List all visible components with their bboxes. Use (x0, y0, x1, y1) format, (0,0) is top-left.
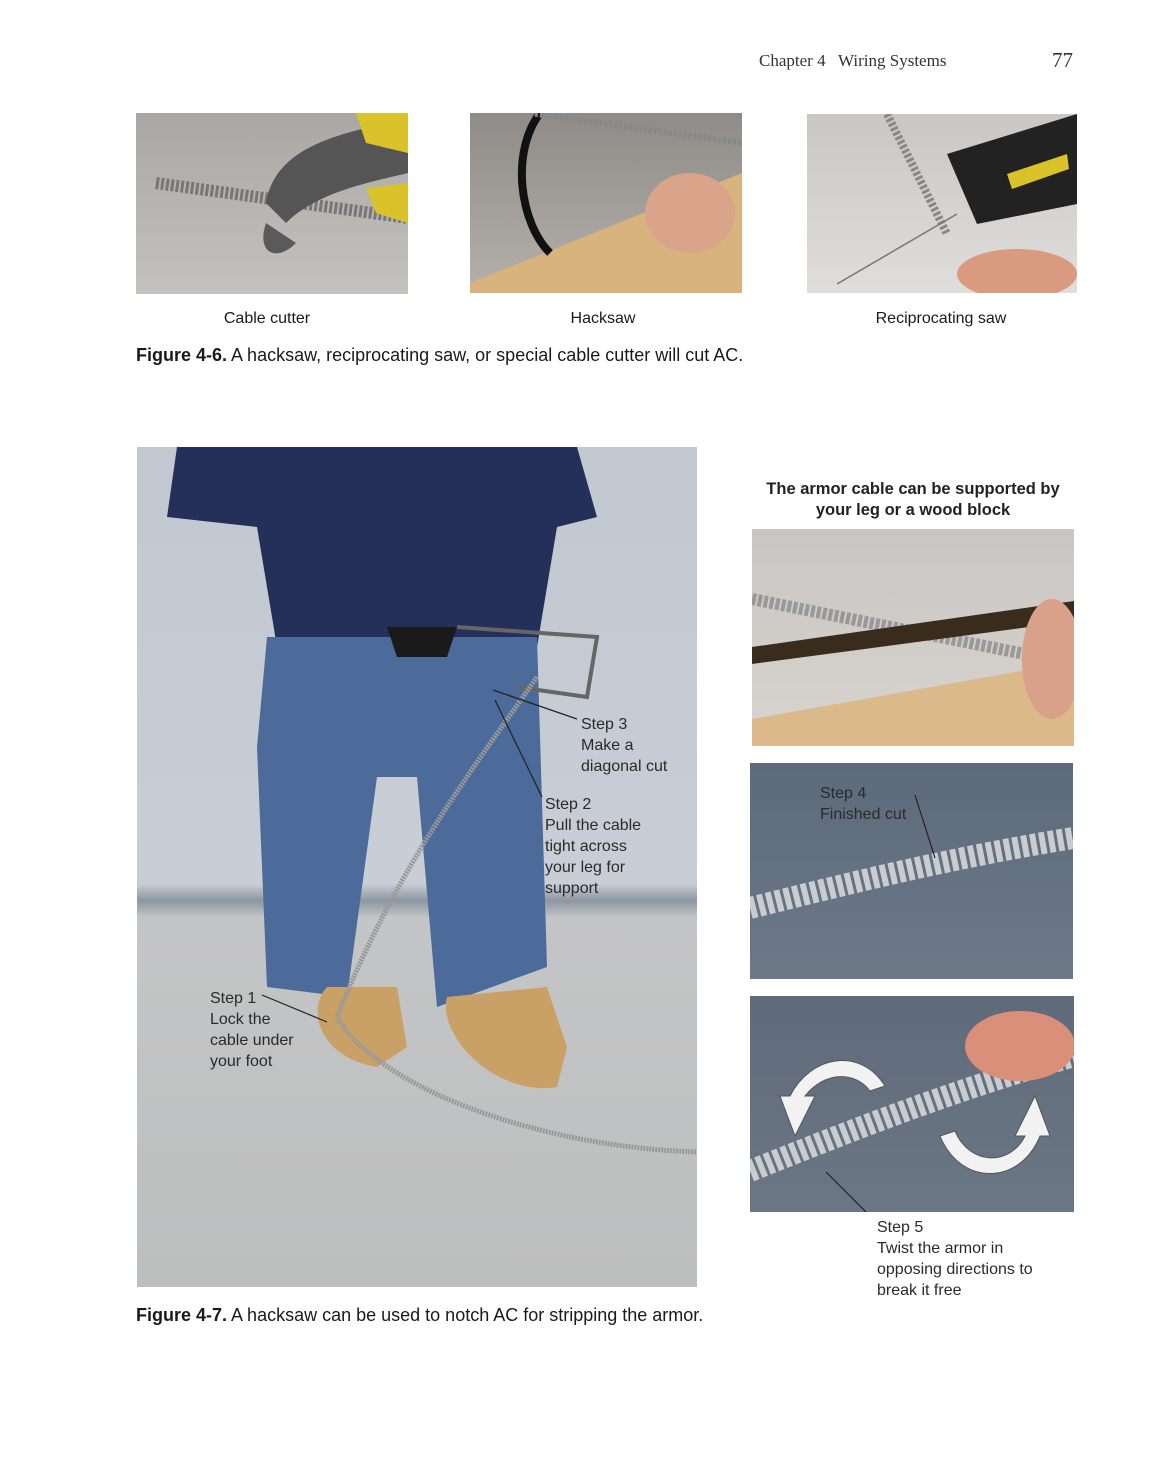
figure-caption-text: A hacksaw, reciprocating saw, or special cable cutter will cut AC. (231, 345, 744, 365)
figure-caption-text: A hacksaw can be used to notch AC for stripping the armor. (231, 1305, 704, 1325)
wood-block-support-photo (752, 529, 1074, 746)
twist-armor-photo (750, 996, 1074, 1212)
side-title: The armor cable can be supported by your leg or a wood block (766, 480, 1060, 519)
photo-caption-reciprocating-saw: Reciprocating saw (875, 310, 1007, 327)
finished-cut-photo (750, 763, 1073, 979)
photo-caption-hacksaw: Hacksaw (570, 310, 636, 327)
figure-4-6-caption (136, 345, 743, 366)
step-5-label: Step 5 Twist the armor in opposing directions to break it free (877, 1219, 1033, 1299)
page-number: 77 (1052, 48, 1073, 72)
step-3-label: Step 3 Make a diagonal cut (581, 716, 668, 775)
photo-caption-cable-cutter: Cable cutter (223, 310, 311, 327)
figure-label: Figure 4-7. (136, 1305, 228, 1325)
hacksaw-photo (470, 113, 742, 293)
running-header (759, 51, 946, 71)
figure-label: Figure 4-6. (136, 345, 228, 365)
reciprocating-saw-photo (807, 114, 1077, 293)
step-2-label: Step 2 Pull the cable tight across your leg for support (545, 796, 642, 897)
cable-cutter-photo (136, 113, 408, 294)
step-4-label: Step 4 Finished cut (820, 785, 907, 823)
figure-4-7-caption (136, 1305, 703, 1326)
section-title: Wiring Systems (838, 51, 947, 70)
step-1-label: Step 1 Lock the cable under your foot (210, 990, 294, 1070)
chapter-label: Chapter 4 (759, 51, 826, 70)
